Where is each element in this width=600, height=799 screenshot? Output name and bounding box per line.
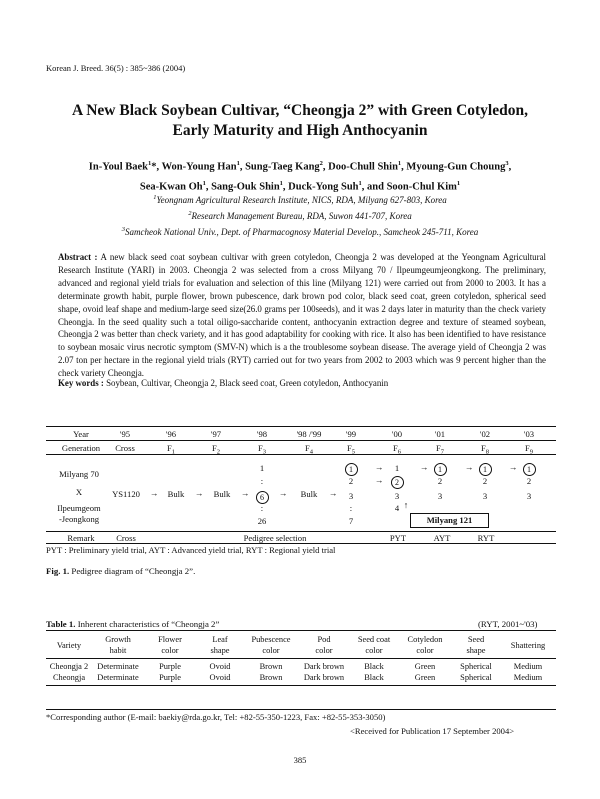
selection-f9-0 xyxy=(519,463,539,476)
author-name: Soon-Chul Kim xyxy=(386,181,457,192)
header-line: color xyxy=(365,646,383,655)
table-caption-text: Inherent characteristics of “Cheongja 2” xyxy=(77,619,220,629)
parent-1: Milyang 70 xyxy=(59,469,99,479)
arrow-icon: → xyxy=(278,488,288,498)
parent-2-line-2: -Jeongkong xyxy=(58,514,100,524)
author-affiliation-mark: 2 xyxy=(319,160,323,167)
received-date: <Received for Publication 17 September 2004> xyxy=(350,726,515,736)
rule-bottom xyxy=(46,543,556,544)
table-header-cell xyxy=(43,640,95,651)
header-line: Variety xyxy=(56,641,82,650)
year-cell: '00 xyxy=(391,429,403,439)
affiliation-mark: 2 xyxy=(188,210,192,217)
selection-f3-0: 1 xyxy=(259,463,265,473)
table-cell: Spherical xyxy=(460,662,492,671)
selection-f7-1: 2 xyxy=(437,476,443,486)
arrow-icon: → xyxy=(374,462,384,472)
bulk-f4: Bulk xyxy=(300,489,318,499)
figure-caption xyxy=(46,566,195,576)
ys-code: YS1120 xyxy=(112,489,140,499)
year-cell: '98 /'99 xyxy=(296,429,322,439)
circled-number: 1 xyxy=(523,463,536,476)
rule-body xyxy=(46,531,556,532)
keywords-label: Key words : xyxy=(58,378,104,388)
author-name: Sea-Kwan Oh xyxy=(139,181,203,192)
selection-f9-1: 2 xyxy=(526,476,532,486)
arrow-icon: → xyxy=(328,488,338,498)
table-cell: Dark brown xyxy=(303,662,345,671)
year-cell: '03 xyxy=(523,429,535,439)
keywords xyxy=(58,378,546,388)
header-line: shape xyxy=(466,646,486,655)
abstract-text: A new black seed coat soybean cultivar with green cotyledon, Cheongja 2 was developed at the Yeongnam Agricultural Research Institute (YARI) in 2003. Cheongja 2 was selected from a cross Milyang 70 / Ilpeumgeumjeongkong. The preliminary, advanced and regional yield trials for evaluation and selection of this line (Milyang 121) were carried out from 2000 to 2003. It has a determinate growth habit, purple flower, brown pubescence, dark brown pod color, black seed coat, green cotyledon, spherical seed shape, ovoid leaf shape and medium-large seed size(26.0 grams per 100seeds), and it was 2 days later in maturity than the check variety Cheongja. In the seed quality such a total oiligo-saccharide content, anthocyanin extraction degree and texture of steamed soybean, Cheongja 2 was better than check variety, and it has good adaptability for cooking with rice. It also has been identified to have resistance to soybean mosaic virus necrotic symptom (SMV-N) which is a the troublesome soybean disease. The average yield of Cheongja 2 was 2.07 ton per hectare in the regional yield trials (RYT) carried out for two years from 2002 to 2003 which was 9 percent higher than the check variety Cheongja. xyxy=(58,252,546,379)
parent-2-line-1: Ilpeumgeom xyxy=(57,503,101,513)
arrow-icon: → xyxy=(194,488,204,498)
author-name: Myoung-Gun Choung xyxy=(406,161,506,173)
corresponding-mark: * xyxy=(151,161,157,173)
selection-f8-0 xyxy=(475,463,495,476)
selection-f3-1: : xyxy=(260,476,264,486)
author-affiliation-mark: 1 xyxy=(279,179,283,187)
generation-label: Generation xyxy=(61,443,101,453)
affiliation-mark: 1 xyxy=(153,194,157,201)
remark-cross: Cross xyxy=(116,533,136,543)
selection-f5-4: 7 xyxy=(348,516,354,526)
table-header-cell xyxy=(399,634,451,656)
circled-number: 6 xyxy=(256,491,269,504)
author-affiliation-mark: 3 xyxy=(505,160,509,167)
circled-number: 1 xyxy=(479,463,492,476)
table-cell: Brown xyxy=(259,673,283,682)
rule-year xyxy=(46,440,556,441)
table-cell: Purple xyxy=(159,673,181,682)
year-cell: '95 xyxy=(119,429,131,439)
year-cell: '97 xyxy=(210,429,222,439)
selection-f6-1 xyxy=(387,476,407,489)
header-line: habit xyxy=(109,646,127,655)
table-cell: Purple xyxy=(159,662,181,671)
table-cell: Black xyxy=(364,662,384,671)
rule-top xyxy=(46,426,556,427)
year-cell: '96 xyxy=(165,429,177,439)
header-line: Leaf xyxy=(212,635,228,644)
figure-caption-text: Pedigree diagram of “Cheongja 2”. xyxy=(71,566,196,576)
table-cell: Spherical xyxy=(460,673,492,682)
author-affiliation-mark: 1 xyxy=(202,179,206,187)
author-name: Sung-Taeg Kang xyxy=(245,161,320,173)
generation-cell: $F_9$ xyxy=(524,443,534,456)
author-affiliation-mark: 1 xyxy=(358,179,362,187)
year-cell: '02 xyxy=(479,429,491,439)
table-cell: Medium xyxy=(513,662,543,671)
abbreviation-note: PYT : Preliminary yield trial, AYT : Advanced yield trial, RYT : Regional yield trial xyxy=(46,545,336,555)
generation-cell: $F_3$ xyxy=(257,443,267,456)
generation-cell: Cross xyxy=(115,443,135,453)
arrow-icon: → xyxy=(374,475,384,485)
table-header-cell xyxy=(502,640,554,651)
table-header-cell xyxy=(197,634,243,656)
journal-citation: Korean J. Breed. 36(5) : 385~386 (2004) xyxy=(46,63,186,73)
year-cell: '98 xyxy=(256,429,268,439)
generation-cell: $F_6$ xyxy=(392,443,402,456)
generation-cell: $F_5$ xyxy=(346,443,356,456)
abstract xyxy=(58,251,546,380)
corresponding-author: *Corresponding author (E-mail: baekiy@rda.go.kr, Tel: +82-55-350-1223, Fax: +82-55-353-3050) xyxy=(46,712,386,722)
arrow-icon: → xyxy=(464,462,474,472)
selection-f3-4: 26 xyxy=(257,516,267,526)
selection-f7-2: 3 xyxy=(437,491,443,501)
generation-cell: $F_1$ xyxy=(166,443,176,456)
title-line-1: A New Black Soybean Cultivar, “Cheongja 2” with Green Cotyledon, xyxy=(72,102,528,119)
table-cell: Dark brown xyxy=(303,673,345,682)
table-note: (RYT, 2001~'03) xyxy=(478,619,538,629)
remark-pedigree-selection: Pedigree selection xyxy=(243,533,307,543)
author-name: Duck-Yong Suh xyxy=(288,181,359,192)
year-cell: '99 xyxy=(345,429,357,439)
affiliation-text: Yeongnam Agricultural Research Institute, NICS, RDA, Milyang 627-803, Korea xyxy=(156,195,447,205)
arrow-icon: → xyxy=(240,488,250,498)
table-cell: Ovoid xyxy=(209,673,231,682)
affiliation-list xyxy=(30,191,570,239)
keywords-text: Soybean, Cultivar, Cheongja 2, Black seed coat, Green cotyledon, Anthocyanin xyxy=(106,378,389,388)
selection-f8-1: 2 xyxy=(482,476,488,486)
header-line: Seed xyxy=(467,635,485,644)
year-label: Year xyxy=(73,429,89,439)
selection-f9-2: 3 xyxy=(526,491,532,501)
header-line: color xyxy=(262,646,280,655)
table-cell: Green xyxy=(414,662,436,671)
affiliation-text: Samcheok National Univ., Dept. of Pharmacognosy Material Develop., Samcheok 245-711, Korea xyxy=(124,227,479,237)
table-header-cell xyxy=(242,634,300,656)
table-cell: Brown xyxy=(259,662,283,671)
selection-f5-2: 3 xyxy=(348,491,354,501)
header-line: Seed coat xyxy=(357,635,391,644)
author-name: Doo-Chull Shin xyxy=(328,161,398,173)
selection-f6-3: 4 xyxy=(394,503,400,513)
selection-f6-2: 3 xyxy=(394,491,400,501)
author-affiliation-mark: 1 xyxy=(148,160,152,167)
affiliation-mark: 3 xyxy=(121,226,125,233)
table-cell: Determinate xyxy=(97,662,139,671)
table-cell: Cheongja xyxy=(52,673,86,682)
circled-number: 1 xyxy=(434,463,447,476)
selection-f5-1: 2 xyxy=(348,476,354,486)
table-caption xyxy=(46,619,219,629)
table-cell: Medium xyxy=(513,673,543,682)
remark-label: Remark xyxy=(67,533,95,543)
selection-f5-3: : xyxy=(349,503,353,513)
header-line: color xyxy=(416,646,434,655)
arrow-icon: → xyxy=(149,488,159,498)
header-line: Flower xyxy=(158,635,182,644)
remark-ryt: RYT xyxy=(477,533,495,543)
generation-cell: $F_2$ xyxy=(211,443,221,456)
bulk-f2: Bulk xyxy=(213,489,231,499)
generation-cell: $F_4$ xyxy=(304,443,314,456)
circled-number: 2 xyxy=(391,476,404,489)
footnote-rule xyxy=(46,709,556,710)
up-arrow-icon: ↑ xyxy=(403,500,409,510)
header-line: Pod xyxy=(317,635,331,644)
header-line: Growth xyxy=(105,635,131,644)
abstract-label: Abstract : xyxy=(58,252,98,262)
selection-f3-3: : xyxy=(260,503,264,513)
affiliation xyxy=(30,191,570,207)
arrow-icon: → xyxy=(508,462,518,472)
table-header-cell xyxy=(147,634,193,656)
circled-number: 1 xyxy=(345,463,358,476)
table-caption-label: Table 1. xyxy=(46,619,76,629)
affiliation xyxy=(30,223,570,239)
header-line: Pubescence xyxy=(251,635,291,644)
affiliation xyxy=(30,207,570,223)
author-list: In-Youl Baek$^1$*, Won-Young Han$^1$, Sung-Taeg Kang$^2$, Doo-Chull Shin$^1$, Myoung-Gun Choung$^3$, Sea-Kwan Oh$^1$, Sang-Ouk Shin$^1$, Duck-Yong Suh$^1$, and Soon-Chul Kim$^1$ xyxy=(88,160,512,192)
header-line: color xyxy=(315,646,333,655)
header-line: shape xyxy=(210,646,230,655)
table-header-cell xyxy=(451,634,501,656)
author-name: In-Youl Baek xyxy=(88,161,148,173)
author-name: Sang-Ouk Shin xyxy=(211,181,280,192)
arrow-icon: → xyxy=(419,462,429,472)
header-line: color xyxy=(161,646,179,655)
paper-title xyxy=(0,101,600,141)
year-cell: '01 xyxy=(434,429,446,439)
remark-ayt: AYT xyxy=(433,533,451,543)
table-header-cell xyxy=(90,634,146,656)
table-cell: Determinate xyxy=(97,673,139,682)
bulk-f1: Bulk xyxy=(167,489,185,499)
remark-pyt: PYT xyxy=(389,533,407,543)
selection-f6-0: 1 xyxy=(394,463,400,473)
table-header-cell xyxy=(296,634,352,656)
table-header-cell xyxy=(349,634,399,656)
table-cell: Black xyxy=(364,673,384,682)
author-affiliation-mark: 1 xyxy=(236,160,240,167)
table-rule-top xyxy=(46,630,556,631)
affiliation-text: Research Management Bureau, RDA, Suwon 441-707, Korea xyxy=(191,211,412,221)
author-affiliation-mark: 1 xyxy=(397,160,402,167)
header-line: Cotyledon xyxy=(407,635,443,644)
generation-cell: $F_8$ xyxy=(480,443,490,456)
figure-caption-label: Fig. 1. xyxy=(46,566,70,576)
title-line-2: Early Maturity and High Anthocyanin xyxy=(172,122,428,139)
cross-mark: X xyxy=(75,487,83,497)
author-affiliation-mark: 1 xyxy=(456,179,461,187)
author-name: Won-Young Han xyxy=(161,161,237,173)
page-number: 385 xyxy=(293,755,307,765)
selection-f5-0 xyxy=(341,463,361,476)
table-cell: Cheongja 2 xyxy=(49,662,89,671)
generation-cell: $F_7$ xyxy=(435,443,445,456)
table-cell: Green xyxy=(414,673,436,682)
line-name-box: Milyang 121 xyxy=(410,513,489,528)
table-cell: Ovoid xyxy=(209,662,231,671)
table-rule-header xyxy=(46,658,556,659)
selection-f8-2: 3 xyxy=(482,491,488,501)
selection-f7-0 xyxy=(430,463,450,476)
header-line: Shattering xyxy=(510,641,546,650)
table-rule-bottom xyxy=(46,685,556,686)
